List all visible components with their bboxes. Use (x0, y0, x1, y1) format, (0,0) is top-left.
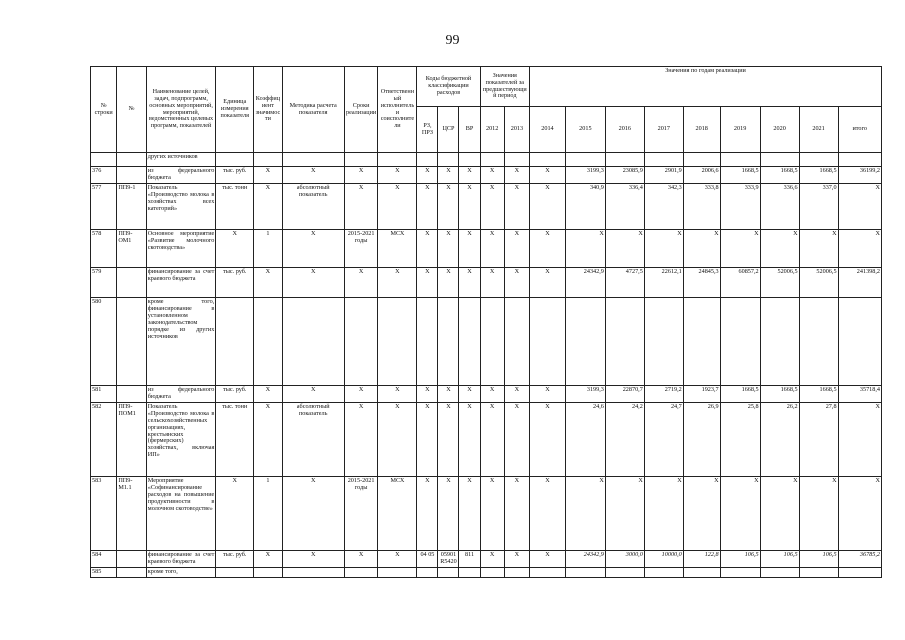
cell-method: X (282, 229, 344, 267)
cell-method (282, 153, 344, 167)
cell-y2019 (720, 153, 760, 167)
cell-y2014: X (530, 183, 566, 229)
cell-y2021: 106,5 (799, 550, 838, 567)
cell-no (117, 153, 146, 167)
cell-y2020: X (760, 229, 799, 267)
cell-no (117, 567, 146, 577)
cell-rz: X (417, 183, 438, 229)
page-number: 99 (445, 33, 460, 48)
cell-y2018: 26,9 (683, 402, 720, 476)
cell-period: X (344, 167, 378, 184)
cell-y2020: 106,5 (760, 550, 799, 567)
cell-y2021: 52006,5 (799, 267, 838, 297)
cell-period: X (344, 550, 378, 567)
cell-y2017: X (644, 229, 683, 267)
cell-vr: 811 (459, 550, 480, 567)
cell-coef: X (254, 183, 282, 229)
cell-no: ПП9-ПОМ1 (117, 402, 146, 476)
header-coef: Коэффициент значимости (254, 67, 282, 153)
cell-unit: тыс. руб. (216, 385, 254, 402)
cell-y2018 (683, 153, 720, 167)
cell-y2020: X (760, 476, 799, 550)
header-prev-values: Значения показателей за предшествующий период (480, 67, 530, 107)
table-row (91, 297, 882, 385)
cell-y2021 (799, 153, 838, 167)
cell-y2018: X (683, 229, 720, 267)
cell-y2020 (760, 297, 799, 385)
table-row (91, 153, 882, 167)
cell-y2016: 24,2 (605, 402, 644, 476)
cell-y2013: X (504, 402, 529, 476)
cell-y2014: X (530, 267, 566, 297)
header-csr: ЦСР (438, 107, 459, 153)
cell-resp: X (378, 267, 417, 297)
cell-y2017: 2901,9 (644, 167, 683, 184)
cell-period: X (344, 385, 378, 402)
cell-y2015 (565, 567, 605, 577)
cell-vr: X (459, 476, 480, 550)
cell-y2015: X (565, 476, 605, 550)
cell-y2019: 106,5 (720, 550, 760, 567)
cell-resp: X (378, 167, 417, 184)
cell-rz (417, 297, 438, 385)
cell-y2018: 1923,7 (683, 385, 720, 402)
cell-y2015: 3199,3 (565, 385, 605, 402)
cell-total (838, 153, 881, 167)
cell-coef: X (254, 402, 282, 476)
cell-total: 35718,4 (838, 385, 881, 402)
cell-total: 36199,2 (838, 167, 881, 184)
header-year-values: Значения по годам реализации (530, 67, 882, 107)
cell-y2018 (683, 297, 720, 385)
cell-unit (216, 153, 254, 167)
cell-y2012: X (480, 385, 504, 402)
cell-y2016 (605, 567, 644, 577)
cell-vr (459, 297, 480, 385)
table-header (91, 67, 882, 153)
cell-y2021: X (799, 229, 838, 267)
cell-resp: X (378, 183, 417, 229)
cell-rz: X (417, 267, 438, 297)
cell-row: 585 (91, 567, 117, 577)
header-year-2014: 2014 (530, 107, 566, 153)
cell-y2012 (480, 153, 504, 167)
cell-y2016: X (605, 229, 644, 267)
header-year-2013: 2013 (504, 107, 529, 153)
cell-y2016: 23085,9 (605, 167, 644, 184)
cell-y2019: 333,9 (720, 183, 760, 229)
header-year-2017: 2017 (644, 107, 683, 153)
cell-unit: X (216, 229, 254, 267)
cell-period: X (344, 267, 378, 297)
cell-y2018 (683, 567, 720, 577)
cell-method: X (282, 267, 344, 297)
header-year-2016: 2016 (605, 107, 644, 153)
cell-method: X (282, 550, 344, 567)
cell-coef: X (254, 267, 282, 297)
cell-total: X (838, 476, 881, 550)
cell-row: 579 (91, 267, 117, 297)
cell-y2019: 1668,5 (720, 385, 760, 402)
cell-y2015 (565, 153, 605, 167)
cell-total (838, 567, 881, 577)
cell-period (344, 153, 378, 167)
program-table (90, 66, 882, 578)
cell-coef (254, 297, 282, 385)
cell-y2019: X (720, 229, 760, 267)
cell-unit: тыс. тонн (216, 402, 254, 476)
cell-y2012: X (480, 267, 504, 297)
table-row (91, 385, 882, 402)
cell-csr: 05901 R5420 (438, 550, 459, 567)
header-year-2021: 2021 (799, 107, 838, 153)
header-rz: РЗ, ПРЗ (417, 107, 438, 153)
cell-y2019 (720, 297, 760, 385)
cell-row: 582 (91, 402, 117, 476)
cell-y2021 (799, 567, 838, 577)
cell-csr (438, 153, 459, 167)
cell-y2017 (644, 567, 683, 577)
cell-y2017: 10000,0 (644, 550, 683, 567)
cell-vr (459, 153, 480, 167)
cell-y2013: X (504, 476, 529, 550)
cell-y2014: X (530, 402, 566, 476)
cell-unit: тыс. тонн (216, 183, 254, 229)
cell-y2020: 52006,5 (760, 267, 799, 297)
cell-y2017 (644, 297, 683, 385)
cell-coef: X (254, 550, 282, 567)
header-year-2012: 2012 (480, 107, 504, 153)
cell-y2017: 2719,2 (644, 385, 683, 402)
cell-y2020: 26,2 (760, 402, 799, 476)
cell-row: 583 (91, 476, 117, 550)
cell-resp (378, 153, 417, 167)
cell-row: 581 (91, 385, 117, 402)
cell-y2012: X (480, 167, 504, 184)
cell-y2012: X (480, 229, 504, 267)
cell-y2018: X (683, 476, 720, 550)
cell-y2021: 27,8 (799, 402, 838, 476)
cell-total: X (838, 183, 881, 229)
cell-resp (378, 297, 417, 385)
cell-unit: тыс. руб. (216, 267, 254, 297)
header-year-2020: 2020 (760, 107, 799, 153)
cell-unit (216, 297, 254, 385)
header-method: Методика расчета показателя (282, 67, 344, 153)
cell-period: 2015-2021 годы (344, 476, 378, 550)
cell-resp: X (378, 550, 417, 567)
table-body (91, 153, 882, 578)
cell-vr: X (459, 267, 480, 297)
cell-no (117, 267, 146, 297)
cell-y2020 (760, 153, 799, 167)
cell-y2019: 60857,2 (720, 267, 760, 297)
cell-name: финансирование за счет краевого бюджета (146, 267, 216, 297)
cell-vr (459, 567, 480, 577)
cell-row: 577 (91, 183, 117, 229)
cell-y2021: 337,0 (799, 183, 838, 229)
cell-y2015 (565, 297, 605, 385)
cell-method: X (282, 385, 344, 402)
cell-name: из федерального бюджета (146, 167, 216, 184)
cell-total (838, 297, 881, 385)
table-row (91, 167, 882, 184)
cell-y2020: 1668,5 (760, 385, 799, 402)
cell-csr: X (438, 183, 459, 229)
cell-y2016: 4727,5 (605, 267, 644, 297)
table-row (91, 567, 882, 577)
cell-y2016: 3000,0 (605, 550, 644, 567)
cell-method: абсолютный показатель (282, 402, 344, 476)
header-period: Сроки реализации (344, 67, 378, 153)
cell-name: Основное мероприятие «Развитие молочного скотоводства» (146, 229, 216, 267)
cell-y2019 (720, 567, 760, 577)
cell-rz: X (417, 385, 438, 402)
cell-y2013: X (504, 550, 529, 567)
cell-y2013: X (504, 183, 529, 229)
cell-y2013 (504, 567, 529, 577)
cell-y2021: 1668,5 (799, 385, 838, 402)
cell-y2019: 1668,5 (720, 167, 760, 184)
cell-csr: X (438, 229, 459, 267)
header-year-2018: 2018 (683, 107, 720, 153)
cell-y2017: 24,7 (644, 402, 683, 476)
cell-period (344, 567, 378, 577)
cell-y2018: 24845,3 (683, 267, 720, 297)
cell-method: X (282, 167, 344, 184)
cell-resp: МСХ (378, 476, 417, 550)
cell-row: 376 (91, 167, 117, 184)
cell-rz (417, 153, 438, 167)
cell-y2016: X (605, 476, 644, 550)
header-budget-codes: Коды бюджетной классификации расходов (417, 67, 480, 107)
cell-method: X (282, 476, 344, 550)
cell-vr: X (459, 402, 480, 476)
cell-coef: X (254, 167, 282, 184)
cell-period (344, 297, 378, 385)
header-unit: Единица измерения показателя (216, 67, 254, 153)
cell-resp: МСХ (378, 229, 417, 267)
header-vr: ВР (459, 107, 480, 153)
cell-y2020: 1668,5 (760, 167, 799, 184)
cell-resp: X (378, 385, 417, 402)
header-row-no: № строки (91, 67, 117, 153)
cell-y2015: 3199,3 (565, 167, 605, 184)
cell-rz: 04 05 (417, 550, 438, 567)
cell-y2020: 336,6 (760, 183, 799, 229)
header-name: Наименование целей, задач, подпрограмм, основных мероприятий, мероприятий, ведомственных целевых программ, показателей (146, 67, 216, 153)
cell-period: X (344, 402, 378, 476)
cell-rz: X (417, 229, 438, 267)
cell-resp (378, 567, 417, 577)
cell-period: X (344, 183, 378, 229)
cell-resp: X (378, 402, 417, 476)
cell-total: X (838, 402, 881, 476)
cell-coef (254, 567, 282, 577)
cell-csr: X (438, 402, 459, 476)
header-total: итого (838, 107, 881, 153)
cell-rz: X (417, 402, 438, 476)
cell-y2013: X (504, 267, 529, 297)
cell-csr: X (438, 385, 459, 402)
cell-coef: 1 (254, 476, 282, 550)
cell-row: 578 (91, 229, 117, 267)
cell-y2012: X (480, 550, 504, 567)
table-row (91, 476, 882, 550)
cell-y2016: 22870,7 (605, 385, 644, 402)
cell-method: абсолютный показатель (282, 183, 344, 229)
cell-coef (254, 153, 282, 167)
cell-y2015: 24342,9 (565, 267, 605, 297)
cell-unit: тыс. руб. (216, 550, 254, 567)
cell-total: 241398,2 (838, 267, 881, 297)
cell-y2016 (605, 297, 644, 385)
cell-row: 580 (91, 297, 117, 385)
cell-y2020 (760, 567, 799, 577)
cell-y2015: 24,6 (565, 402, 605, 476)
cell-y2012: X (480, 402, 504, 476)
cell-name: из федерального бюджета (146, 385, 216, 402)
cell-no (117, 385, 146, 402)
cell-y2015: X (565, 229, 605, 267)
cell-y2017: 22612,1 (644, 267, 683, 297)
cell-csr: X (438, 267, 459, 297)
cell-rz (417, 567, 438, 577)
cell-name: Показатель «Производство молока в хозяйствах всех категорий» (146, 183, 216, 229)
cell-no (117, 550, 146, 567)
cell-y2017 (644, 153, 683, 167)
cell-y2017: X (644, 476, 683, 550)
cell-name: Показатель «Производство молока в сельскохозяйственных организациях, крестьянских (фермерских) хозяйствах, включая ИП» (146, 402, 216, 476)
cell-y2014 (530, 153, 566, 167)
cell-y2012: X (480, 183, 504, 229)
cell-unit: X (216, 476, 254, 550)
cell-name: кроме того, финансирование в установленном законодательством порядке из других источников (146, 297, 216, 385)
table-row (91, 267, 882, 297)
cell-rz: X (417, 476, 438, 550)
cell-csr (438, 297, 459, 385)
cell-y2012: X (480, 476, 504, 550)
cell-csr: X (438, 476, 459, 550)
cell-y2013: X (504, 229, 529, 267)
cell-coef: X (254, 385, 282, 402)
cell-y2015: 340,9 (565, 183, 605, 229)
cell-y2019: X (720, 476, 760, 550)
cell-name: других источников (146, 153, 216, 167)
cell-unit: тыс. руб. (216, 167, 254, 184)
cell-no (117, 167, 146, 184)
cell-name: Мероприятие «Софинансирование расходов на повышение продуктивности в молочном скотоводстве» (146, 476, 216, 550)
cell-y2014: X (530, 167, 566, 184)
cell-unit (216, 567, 254, 577)
cell-y2021: 1668,5 (799, 167, 838, 184)
cell-y2013: X (504, 385, 529, 402)
cell-y2012 (480, 567, 504, 577)
table-row (91, 402, 882, 476)
cell-y2019: 25,8 (720, 402, 760, 476)
cell-no: ПП9-М1.1 (117, 476, 146, 550)
header-no: № (117, 67, 146, 153)
cell-y2013 (504, 297, 529, 385)
cell-y2014: X (530, 385, 566, 402)
cell-total: X (838, 229, 881, 267)
cell-rz: X (417, 167, 438, 184)
cell-vr: X (459, 167, 480, 184)
cell-y2014: X (530, 476, 566, 550)
cell-y2018: 333,8 (683, 183, 720, 229)
cell-csr (438, 567, 459, 577)
cell-coef: 1 (254, 229, 282, 267)
cell-vr: X (459, 385, 480, 402)
cell-row (91, 153, 117, 167)
cell-name: кроме того, (146, 567, 216, 577)
header-year-2019: 2019 (720, 107, 760, 153)
cell-vr: X (459, 229, 480, 267)
header-responsible: Ответственный исполнитель и соисполнители (378, 67, 417, 153)
cell-y2014: X (530, 229, 566, 267)
table-row (91, 229, 882, 267)
table-row (91, 183, 882, 229)
cell-y2016 (605, 153, 644, 167)
cell-row: 584 (91, 550, 117, 567)
table-row (91, 550, 882, 567)
cell-vr: X (459, 183, 480, 229)
cell-name: финансирование за счет краевого бюджета (146, 550, 216, 567)
cell-y2014 (530, 297, 566, 385)
header-year-2015: 2015 (565, 107, 605, 153)
cell-y2015: 24342,9 (565, 550, 605, 567)
cell-y2018: 2006,6 (683, 167, 720, 184)
cell-y2021: X (799, 476, 838, 550)
cell-y2013 (504, 153, 529, 167)
cell-method (282, 567, 344, 577)
cell-y2013: X (504, 167, 529, 184)
cell-y2021 (799, 297, 838, 385)
cell-no: ПП9-1 (117, 183, 146, 229)
cell-method (282, 297, 344, 385)
cell-y2018: 122,8 (683, 550, 720, 567)
cell-y2016: 336,4 (605, 183, 644, 229)
cell-period: 2015-2021 годы (344, 229, 378, 267)
cell-y2012 (480, 297, 504, 385)
cell-y2017: 342,3 (644, 183, 683, 229)
cell-csr: X (438, 167, 459, 184)
cell-y2014: X (530, 550, 566, 567)
cell-no: ПП9-ОМ1 (117, 229, 146, 267)
cell-y2014 (530, 567, 566, 577)
cell-no (117, 297, 146, 385)
cell-total: 36785,2 (838, 550, 881, 567)
